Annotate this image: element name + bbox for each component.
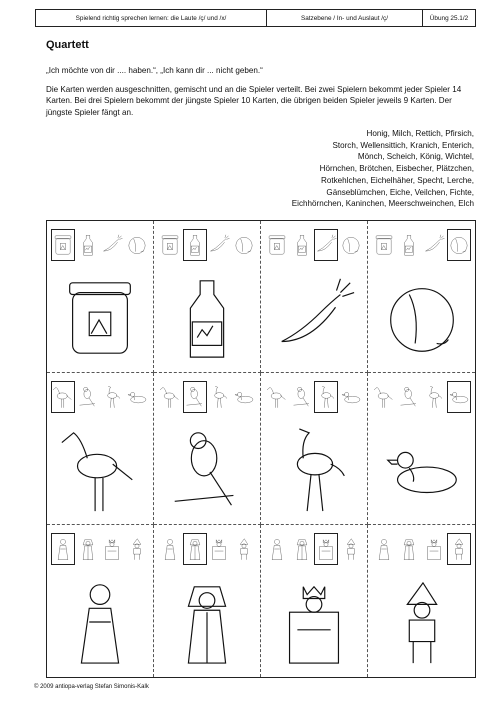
quartet-card	[154, 221, 261, 373]
card-group-strip	[372, 378, 471, 416]
crane-icon	[315, 382, 337, 412]
peach-icon	[233, 230, 255, 260]
page-title: Quartett	[46, 39, 89, 51]
monk-icon	[57, 577, 143, 667]
honey-jar-icon	[373, 230, 395, 260]
header-series: Spielend richtig sprechen lernen: die Laute /ç/ und /x/	[36, 10, 267, 26]
card-main-picture	[57, 273, 143, 362]
peach-icon	[448, 230, 470, 260]
quartet-card	[47, 221, 154, 373]
card-main-picture	[57, 577, 143, 667]
radish-icon	[101, 230, 123, 260]
card-group-strip	[51, 530, 149, 568]
header-bar	[35, 9, 476, 27]
gnome-icon	[126, 534, 148, 564]
sheikh-icon	[291, 534, 313, 564]
quartet-card	[368, 373, 475, 525]
peach-icon	[126, 230, 148, 260]
word-line: Honig, Milch, Rettich, Pfirsich,	[366, 129, 474, 138]
word-line: Storch, Wellensittich, Kranich, Enterich,	[332, 140, 474, 150]
copyright: © 2009 antiopa-verlag Stefan Simonis-Kalk	[34, 684, 149, 690]
stork-icon	[266, 382, 288, 412]
card-main-picture	[57, 425, 143, 514]
quartet-card	[154, 373, 261, 525]
peach-icon	[340, 230, 362, 260]
sheikh-icon	[164, 577, 250, 667]
gnome-icon	[448, 534, 470, 564]
crane-icon	[208, 382, 230, 412]
card-group-strip	[372, 226, 471, 264]
honey-jar-icon	[266, 230, 288, 260]
peach-icon	[379, 273, 465, 363]
header-exercise: Übung 25.1/2	[429, 14, 469, 22]
monk-icon	[266, 534, 288, 564]
card-main-picture	[378, 425, 465, 514]
crane-icon	[101, 382, 123, 412]
quartet-card	[368, 525, 475, 677]
budgie-icon	[398, 382, 420, 412]
stork-icon	[373, 382, 395, 412]
stork-icon	[159, 382, 181, 412]
card-grid	[46, 220, 476, 678]
king-icon	[423, 534, 445, 564]
card-group-strip	[265, 530, 363, 568]
quartet-card	[261, 525, 368, 677]
card-group-strip	[51, 378, 149, 416]
duck-icon	[233, 382, 255, 412]
stork-icon	[57, 425, 143, 515]
budgie-icon	[291, 382, 313, 412]
crane-icon	[423, 382, 445, 412]
honey-jar-icon	[159, 230, 181, 260]
card-main-picture	[271, 273, 357, 362]
card-main-picture	[271, 425, 357, 514]
gnome-icon	[340, 534, 362, 564]
honey-jar-icon	[57, 273, 143, 363]
milk-bottle-icon	[398, 230, 420, 260]
king-icon	[101, 534, 123, 564]
budgie-icon	[164, 425, 250, 515]
card-group-strip	[51, 226, 149, 264]
quartet-card	[261, 373, 368, 525]
radish-icon	[423, 230, 445, 260]
king-icon	[271, 577, 357, 667]
budgie-icon	[184, 382, 206, 412]
radish-icon	[315, 230, 337, 260]
radish-icon	[208, 230, 230, 260]
header-level: Satzebene / In- und Auslaut /ç/	[267, 10, 423, 26]
milk-bottle-icon	[164, 273, 250, 363]
quartet-card	[368, 221, 475, 373]
monk-icon	[52, 534, 74, 564]
quartet-card	[261, 221, 368, 373]
gnome-icon	[233, 534, 255, 564]
word-line: Eichhörnchen, Kaninchen, Meerschweinchen, Elch	[291, 199, 474, 209]
card-main-picture	[164, 273, 250, 362]
card-group-strip	[158, 378, 256, 416]
honey-jar-icon	[52, 230, 74, 260]
duck-icon	[379, 425, 465, 515]
radish-icon	[271, 273, 357, 363]
word-line: Hörnchen, Brötchen, Eisbecher, Plätzchen,	[319, 164, 474, 174]
sheikh-icon	[77, 534, 99, 564]
duck-icon	[448, 382, 470, 412]
card-main-picture	[378, 577, 465, 667]
instructions: Die Karten werden ausgeschnitten, gemischt und an die Spieler verteilt. Bei zwei Spielern bekommt jeder Spieler 14 Karten. Bei drei Spielern bekommt der jüngste Spieler 10 Karten, die übrigen beiden Spieler jeweils 9 Karten. Der jüngste Spieler fängt an.	[46, 85, 462, 117]
card-main-picture	[164, 425, 250, 514]
milk-bottle-icon	[77, 230, 99, 260]
card-group-strip	[158, 530, 256, 568]
sheikh-icon	[184, 534, 206, 564]
king-icon	[315, 534, 337, 564]
card-main-picture	[378, 273, 465, 362]
sheikh-icon	[398, 534, 420, 564]
quartet-card	[47, 373, 154, 525]
milk-bottle-icon	[291, 230, 313, 260]
milk-bottle-icon	[184, 230, 206, 260]
monk-icon	[373, 534, 395, 564]
stork-icon	[52, 382, 74, 412]
quartet-card	[47, 525, 154, 677]
card-group-strip	[372, 530, 471, 568]
gnome-icon	[379, 577, 465, 667]
word-line: Mönch, Scheich, König, Wichtel,	[357, 152, 474, 162]
card-main-picture	[164, 577, 250, 667]
duck-icon	[340, 382, 362, 412]
card-group-strip	[265, 378, 363, 416]
quartet-card	[154, 525, 261, 677]
card-group-strip	[158, 226, 256, 264]
card-group-strip	[265, 226, 363, 264]
word-line: Rotkehlchen, Eichelhäher, Specht, Lerche,	[321, 175, 474, 185]
budgie-icon	[77, 382, 99, 412]
monk-icon	[159, 534, 181, 564]
game-phrase: „Ich möchte von dir .... haben.“, „Ich kann dir ... nicht geben.“	[46, 66, 263, 75]
word-line: Gänseblümchen, Eiche, Veilchen, Fichte,	[326, 187, 474, 197]
duck-icon	[126, 382, 148, 412]
word-list	[292, 128, 474, 210]
card-main-picture	[271, 577, 357, 667]
king-icon	[208, 534, 230, 564]
crane-icon	[271, 425, 357, 515]
